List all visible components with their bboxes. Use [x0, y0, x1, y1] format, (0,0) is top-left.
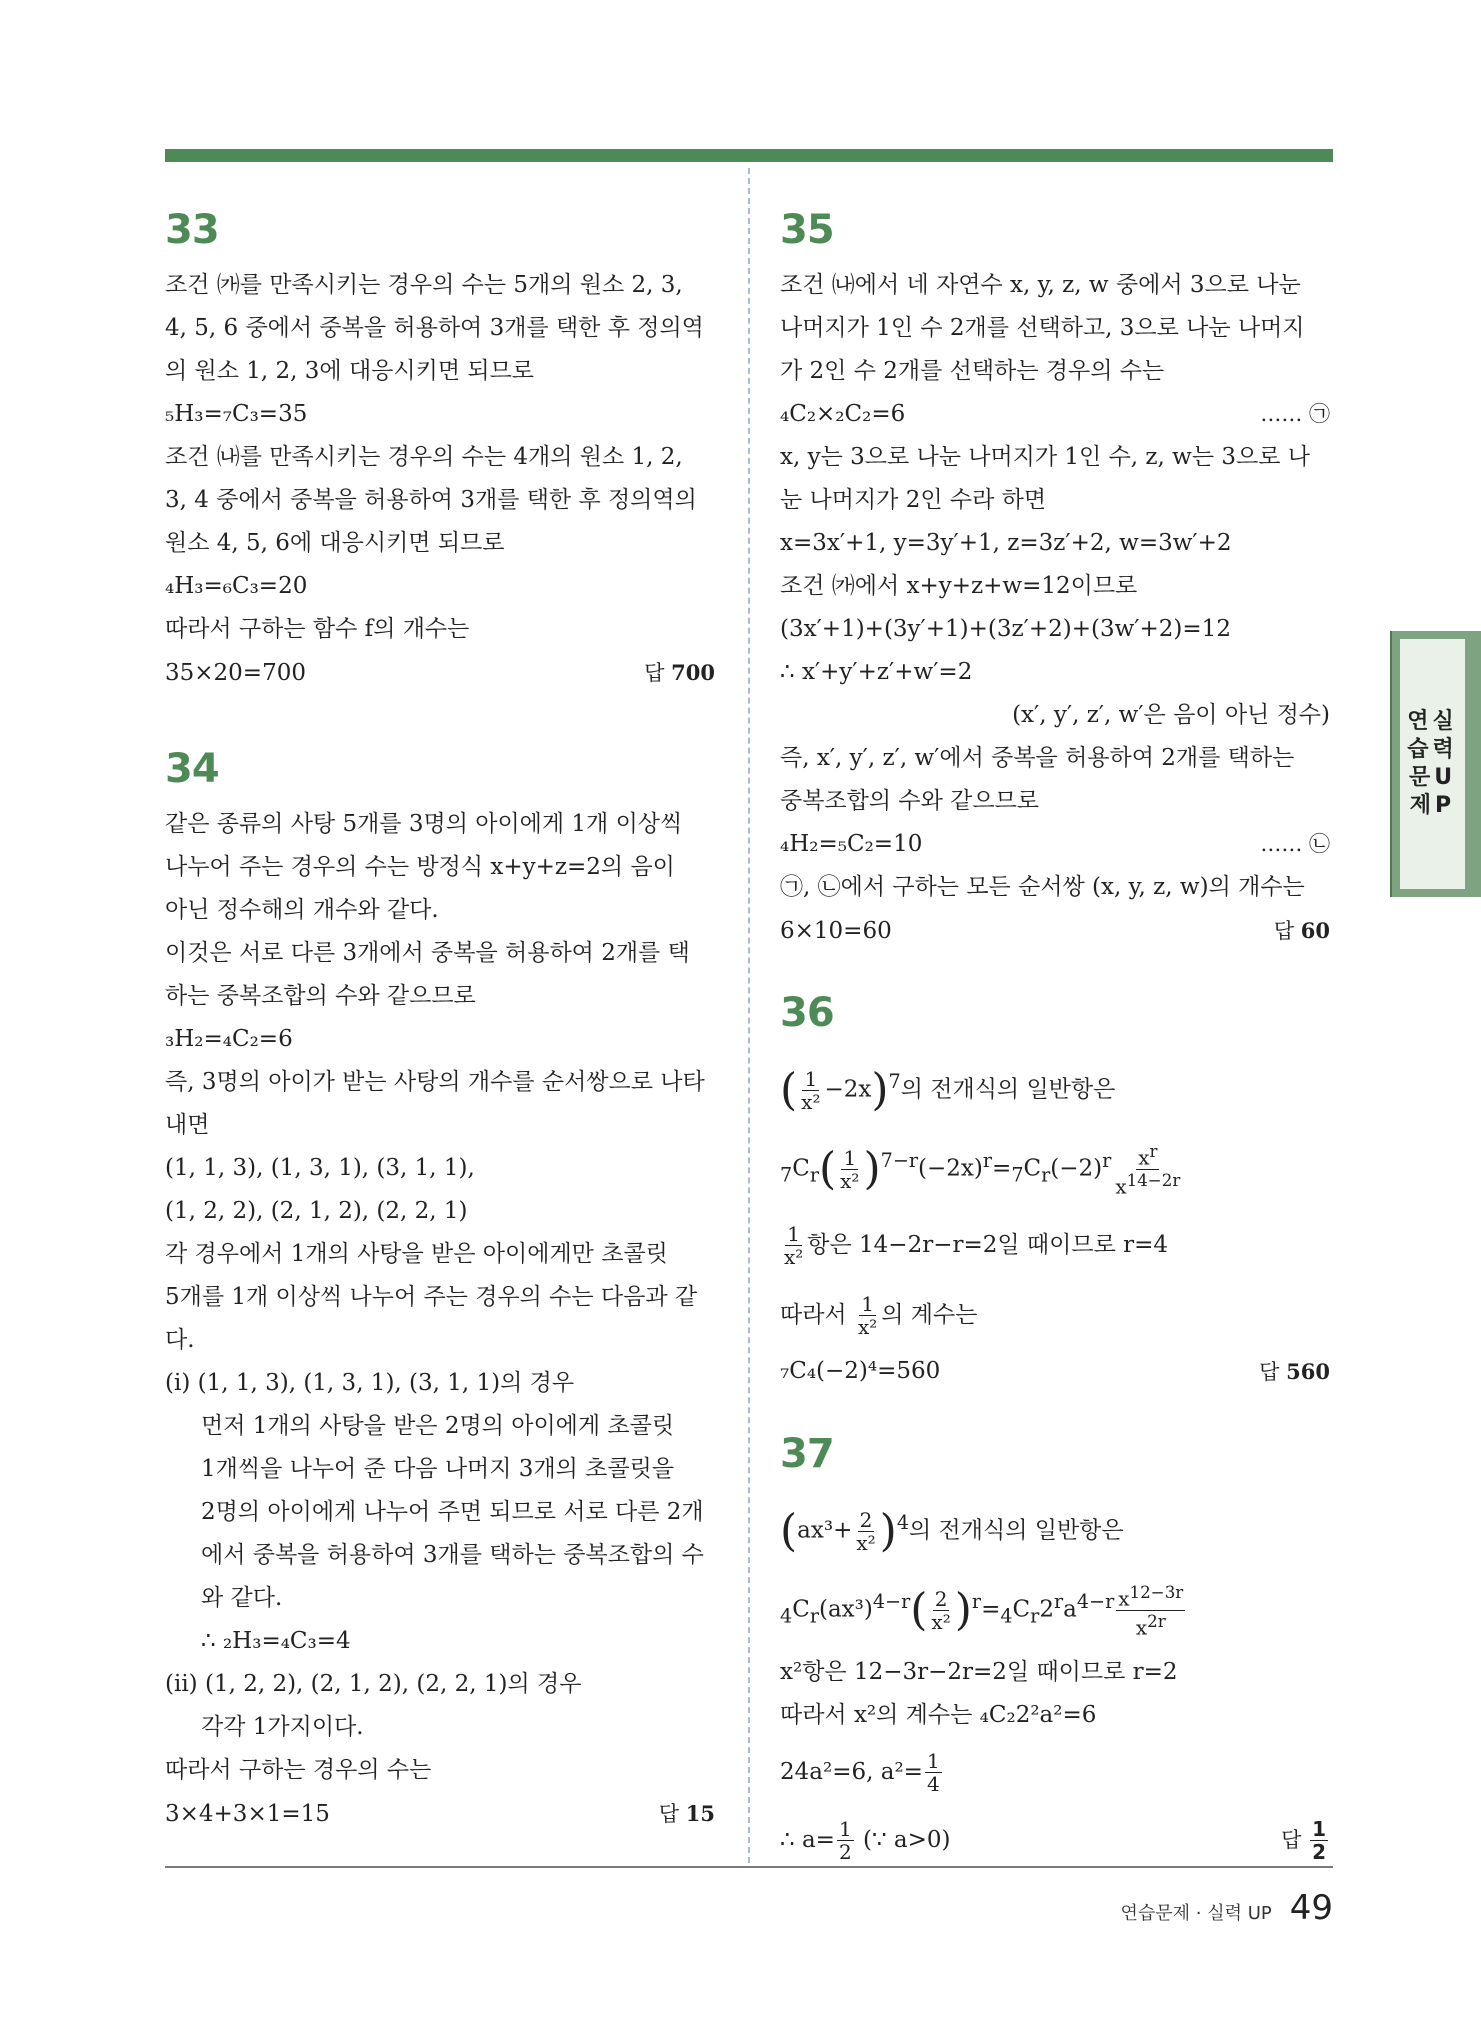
- answer-row: [165, 1792, 715, 1836]
- side-tab-line: 연실: [1407, 709, 1458, 734]
- problem-33: [165, 206, 715, 695]
- problem-37: [780, 1430, 1330, 1873]
- text-line: 3, 4 중에서 중복을 허용하여 3개를 택한 후 정의역의: [165, 487, 697, 513]
- math-line: ( $\frac{1}{\text{x²}}$ −2x)$^7$의 전개식의 일반항은: [780, 1064, 1116, 1116]
- text-fragment: 항은 14−2r−r=2일 때이므로 r=4: [807, 1231, 1168, 1258]
- problem-number: 35: [780, 207, 834, 253]
- text-line: 나머지가 1인 수 2개를 선택하고, 3으로 나눈 나머지: [780, 315, 1305, 341]
- right-column: [780, 196, 1330, 1873]
- answer-label: 답: [1259, 1359, 1280, 1384]
- text-line: 의 원소 1, 2, 3에 대응시키면 되므로: [165, 358, 535, 384]
- text-line: 가 2인 수 2개를 선택하는 경우의 수는: [780, 358, 1165, 384]
- equation-line: ∴ ₂H₃=₄C₃=4: [201, 1628, 351, 1654]
- answer-row: [780, 1807, 1330, 1873]
- math-line: (ax³+ $\frac{2}{\text{x²}}$ )$^4$의 전개식의 일반항은: [780, 1505, 1124, 1557]
- text-line: 즉, 3명의 아이가 받는 사탕의 개수를 순서쌍으로 나타: [165, 1069, 705, 1095]
- text-line: 각 경우에서 1개의 사탕을 받은 아이에게만 초콜릿: [165, 1241, 668, 1267]
- answer-label: 답: [1273, 919, 1295, 943]
- equation-marker: …… ㉡: [1260, 832, 1330, 856]
- note-line: (x′, y′, z′, w′은 음이 아닌 정수): [1012, 702, 1330, 728]
- text-line: 다.: [165, 1327, 195, 1353]
- text-line: 1개씩을 나누어 준 다음 나머지 3개의 초콜릿을: [201, 1456, 675, 1482]
- left-column: [165, 196, 715, 1836]
- problem-number: 33: [165, 207, 219, 253]
- text-line: 원소 4, 5, 6에 대응시키면 되므로: [165, 530, 505, 556]
- problem-number: 36: [780, 990, 834, 1036]
- final-expression: 6×10=60: [780, 917, 892, 944]
- answer-value: 560: [1286, 1358, 1330, 1384]
- text-fragment: 의 전개식의 일반항은: [900, 1076, 1116, 1103]
- text-line: 즉, x′, y′, z′, w′에서 중복을 허용하여 2개를 택하는: [780, 745, 1295, 771]
- text-line: (1, 2, 2), (2, 1, 2), (2, 2, 1): [165, 1198, 468, 1224]
- text-line: 조건 ㈎에서 x+y+z+w=12이므로: [780, 573, 1138, 599]
- answer-value: 700: [671, 660, 715, 685]
- section-side-tab: [1390, 631, 1481, 897]
- problem-36: [780, 989, 1330, 1394]
- side-tab-line: 문U: [1408, 765, 1457, 790]
- bottom-rule: [165, 1866, 1333, 1868]
- text-line: 아닌 정수해의 개수와 같다.: [165, 897, 439, 923]
- problem-35: [780, 206, 1330, 953]
- answer-label: 답: [1281, 1827, 1302, 1852]
- text-line: 나누어 주는 경우의 수는 방정식 x+y+z=2의 음이: [165, 854, 675, 880]
- answer-value: 15: [685, 1801, 715, 1826]
- text-line: 따라서 구하는 경우의 수는: [165, 1757, 432, 1783]
- math-line: 따라서 $\frac{1}{\text{x²}}$ 의 계수는: [780, 1292, 978, 1340]
- text-line: 와 같다.: [201, 1585, 283, 1611]
- text-line: 내면: [165, 1112, 210, 1138]
- case-title: (ⅰ) (1, 1, 3), (1, 3, 1), (3, 1, 1)의 경우: [165, 1370, 575, 1396]
- text-line: 같은 종류의 사탕 5개를 3명의 아이에게 1개 이상씩: [165, 811, 683, 837]
- answer-label: 답: [658, 1802, 680, 1826]
- final-expression: 3×4+3×1=15: [165, 1800, 330, 1827]
- answer-row: [165, 651, 715, 695]
- equation-marker: …… ㉠: [1260, 402, 1330, 426]
- text-line: ㉠, ㉡에서 구하는 모든 순서쌍 (x, y, z, w)의 개수는: [780, 874, 1305, 900]
- text-line: (1, 1, 3), (1, 3, 1), (3, 1, 1),: [165, 1155, 475, 1181]
- answer: [659, 1792, 715, 1836]
- answer: [1274, 909, 1330, 953]
- text-line: 4, 5, 6 중에서 중복을 허용하여 3개를 택한 후 정의역: [165, 315, 704, 341]
- text-line: 조건 ㈎를 만족시키는 경우의 수는 5개의 원소 2, 3,: [165, 272, 683, 298]
- text-line: x²항은 12−3r−2r=2일 때이므로 r=2: [780, 1658, 1178, 1685]
- answer: [1281, 1807, 1330, 1873]
- page-footer: [1120, 1888, 1333, 1928]
- problem-34: [165, 745, 715, 1836]
- problem-number: 34: [165, 746, 219, 792]
- text-line: 5개를 1개 이상씩 나누어 주는 경우의 수는 다음과 같: [165, 1284, 698, 1310]
- side-tab-line: 습력: [1407, 737, 1458, 762]
- text-line: x, y는 3으로 나눈 나머지가 1인 수, z, w는 3으로 나: [780, 444, 1310, 470]
- math-line: 24a²=6, a²= $\frac{1}{4}$: [780, 1749, 940, 1797]
- text-line: 조건 ㈏를 만족시키는 경우의 수는 4개의 원소 1, 2,: [165, 444, 683, 470]
- equation: ₄C₂×₂C₂=6: [780, 401, 906, 427]
- column-divider: [748, 168, 750, 1863]
- text-line: 중복조합의 수와 같으므로: [780, 788, 1040, 814]
- footer-section-label: 연습문제 · 실력 UP: [1120, 1903, 1272, 1924]
- math-line: $_7C_r$( $\frac{1}{\text{x²}}$ )$^{7-r}(-2x)^r=_7C_r(-2)^r$ $\frac{x^r}{x^{14-2r}}$: [780, 1142, 1181, 1199]
- side-tab-line: 제P: [1409, 793, 1456, 818]
- page-number: 49: [1289, 1888, 1333, 1928]
- final-expression: 35×20=700: [165, 659, 306, 686]
- text-fragment: 의 전개식의 일반항은: [909, 1517, 1124, 1544]
- text-fragment: (∵ a>0): [862, 1826, 951, 1853]
- text-line: 먼저 1개의 사탕을 받은 2명의 아이에게 초콜릿: [201, 1413, 675, 1439]
- equation-line: (3x′+1)+(3y′+1)+(3z′+2)+(3w′+2)=12: [780, 616, 1231, 642]
- top-accent-bar: [165, 149, 1333, 162]
- case-title: (ⅱ) (1, 2, 2), (2, 1, 2), (2, 2, 1)의 경우: [165, 1671, 582, 1697]
- text-line: 하는 중복조합의 수와 같으므로: [165, 983, 476, 1009]
- answer-value: $\frac{1}{2}$: [1312, 1817, 1326, 1865]
- final-expression: ₇C₄(−2)⁴=560: [780, 1358, 941, 1385]
- final-expression: ∴ a= $\frac{1}{2}$ (∵ a>0): [780, 1817, 951, 1865]
- text-line: 2명의 아이에게 나누어 주면 되므로 서로 다른 2개: [201, 1499, 704, 1525]
- math-line: $\frac{1}{\text{x²}}$ 항은 14−2r−r=2일 때이므로 r=4: [784, 1222, 1168, 1270]
- equation-line: ₄H₃=₆C₃=20: [165, 573, 308, 599]
- answer-label: 답: [644, 661, 665, 685]
- text-line: 이것은 서로 다른 3개에서 중복을 허용하여 2개를 택: [165, 940, 690, 966]
- equation-line: ₃H₂=₄C₂=6: [165, 1026, 293, 1052]
- equation-row: [780, 393, 1330, 436]
- answer-row: [780, 1350, 1330, 1394]
- text-line: 눈 나머지가 2인 수라 하면: [780, 487, 1047, 513]
- text-fragment: ∴ a=: [780, 1826, 835, 1853]
- text-line: 에서 중복을 허용하여 3개를 택하는 중복조합의 수: [201, 1542, 704, 1568]
- answer-row: [780, 909, 1330, 953]
- text-line: 조건 ㈏에서 네 자연수 x, y, z, w 중에서 3으로 나눈: [780, 272, 1301, 298]
- equation-line: x=3x′+1, y=3y′+1, z=3z′+2, w=3w′+2: [780, 530, 1232, 556]
- answer: [644, 651, 715, 695]
- text-fragment: 24a²=6, a²=: [780, 1758, 923, 1785]
- problem-number: 37: [780, 1430, 834, 1477]
- math-line: $_4C_r(ax^3)^{4-r}$( $\frac{2}{\text{x²}}$ )$^r=_4C_r2^ra^{4-r}$ $\frac{x^{12-3r}}{x^{2r}}$: [780, 1583, 1184, 1640]
- text-line: 따라서 구하는 함수 f의 개수는: [165, 616, 470, 642]
- equation: ₄H₂=₅C₂=10: [780, 831, 923, 857]
- text-fragment: 따라서: [780, 1301, 847, 1328]
- equation-row: [780, 823, 1330, 866]
- text-fragment: 의 계수는: [881, 1301, 978, 1328]
- answer-value: 60: [1300, 918, 1330, 943]
- equation-line: ₅H₃=₇C₃=35: [165, 401, 308, 427]
- answer: [1259, 1350, 1330, 1394]
- text-line: 따라서 x²의 계수는 ₄C₂2²a²=6: [780, 1701, 1097, 1728]
- text-line: 각각 1가지이다.: [201, 1714, 364, 1740]
- equation-line: ∴ x′+y′+z′+w′=2: [780, 659, 973, 685]
